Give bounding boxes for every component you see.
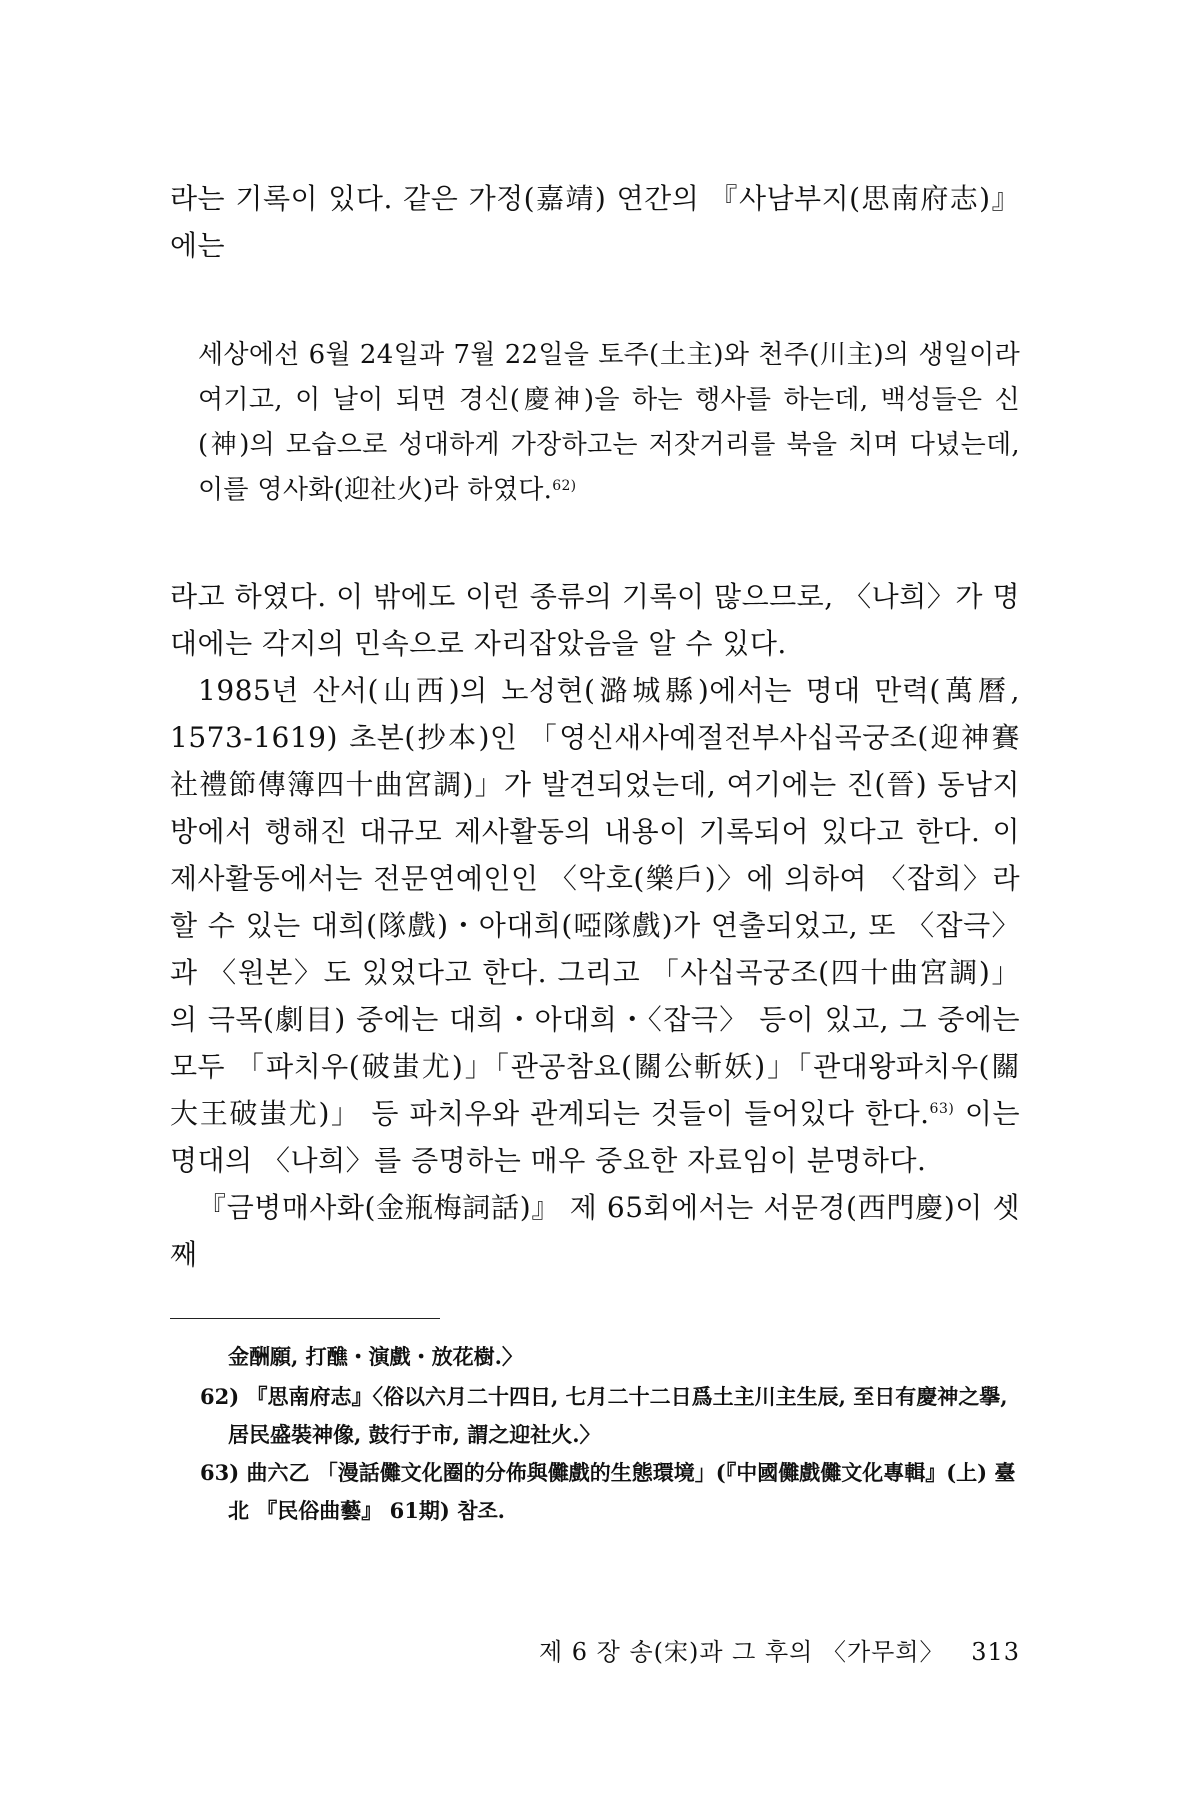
paragraph-1985-discovery (170, 667, 1020, 1184)
footnote-continuation: 金酬願, 打醮・演戲・放花樹.〉 (228, 1344, 523, 1369)
paragraph-conclusion: 라고 하였다. 이 밖에도 이런 종류의 기록이 많으므로, 〈나희〉가 명대에는 각지의 민속으로 자리잡았음을 알 수 있다. (170, 580, 1020, 660)
page-number: 313 (971, 1638, 1020, 1666)
footnote-62: 62) 『思南府志』〈俗以六月二十四日, 七月二十二日爲土主川主生辰, 至日有慶神之擧, 居民盛裝神像, 鼓行于市, 謂之迎社火.〉 (200, 1384, 1008, 1447)
paragraph-1985-text: 1985년 산서(山西)의 노성현(潞城縣)에서는 명대 만력(萬曆, 1573-1619) 초본(抄本)인 「영신새사예절전부사십곡궁조(迎神賽社禮節傳簿四十曲宮調)」가 발견되었는데, 여기에는 진(晉) 동남지방에서 행해진 대규모 제사활동의 내용이 기록되어 있다고 한다. 이 제사활동에서는 전문연예인인 〈악호(樂戶)〉에 의하여 〈잡희〉라 할 수 있는 대희(隊戲)・아대희(啞隊戲)가 연출되었고, 또 〈잡극〉과 〈원본〉도 있었다고 한다. 그리고 「사십곡궁조(四十曲宮調)」의 극목(劇目) 중에는 대희・아대희・〈잡극〉 등이 있고, 그 중에는 모두 「파치우(破蚩尤)」「관공참요(關公斬妖)」「관대왕파치우(關大王破蚩尤)」 등 파치우와 관계되는 것들이 들어있다 한다. (170, 674, 1020, 1130)
footnote-63: 63) 曲六乙 「漫話儺文化圈的分佈與儺戲的生態環境」(『中國儺戲儺文化專輯』(上) 臺北 『民俗曲藝』 61期) 참조. (200, 1460, 1016, 1523)
footnote-ref-62: 62) (552, 478, 577, 494)
paragraph-intro: 라는 기록이 있다. 같은 가정(嘉靖) 연간의 『사남부지(思南府志)』에는 (170, 182, 1020, 262)
paragraph-jinpingmei: 『금병매사화(金瓶梅詞話)』 제 65회에서는 서문경(西門慶)이 셋째 (170, 1191, 1020, 1271)
footnote-divider (170, 1318, 440, 1319)
main-text (170, 175, 1020, 1278)
paragraph-1985-tail: 이는 명대의 〈나희〉를 증명하는 매우 중요한 자료임이 분명하다. (170, 1097, 1020, 1177)
chapter-title: 제 6 장 송(宋)과 그 후의 〈가무희〉 (538, 1638, 945, 1666)
block-quote (198, 333, 1020, 513)
quote-text: 세상에선 6월 24일과 7월 22일을 토주(土主)와 천주(川主)의 생일이라 여기고, 이 날이 되면 경신(慶神)을 하는 행사를 하는데, 백성들은 신(神)의 모습으로 성대하게 가장하고는 저잣거리를 북을 치며 다녔는데, 이를 영사화(迎社火)라 하였다. (198, 340, 1020, 505)
footnote-ref-63: 63) (929, 1101, 955, 1117)
footnotes (200, 1338, 1020, 1530)
running-footer (510, 1632, 1020, 1667)
